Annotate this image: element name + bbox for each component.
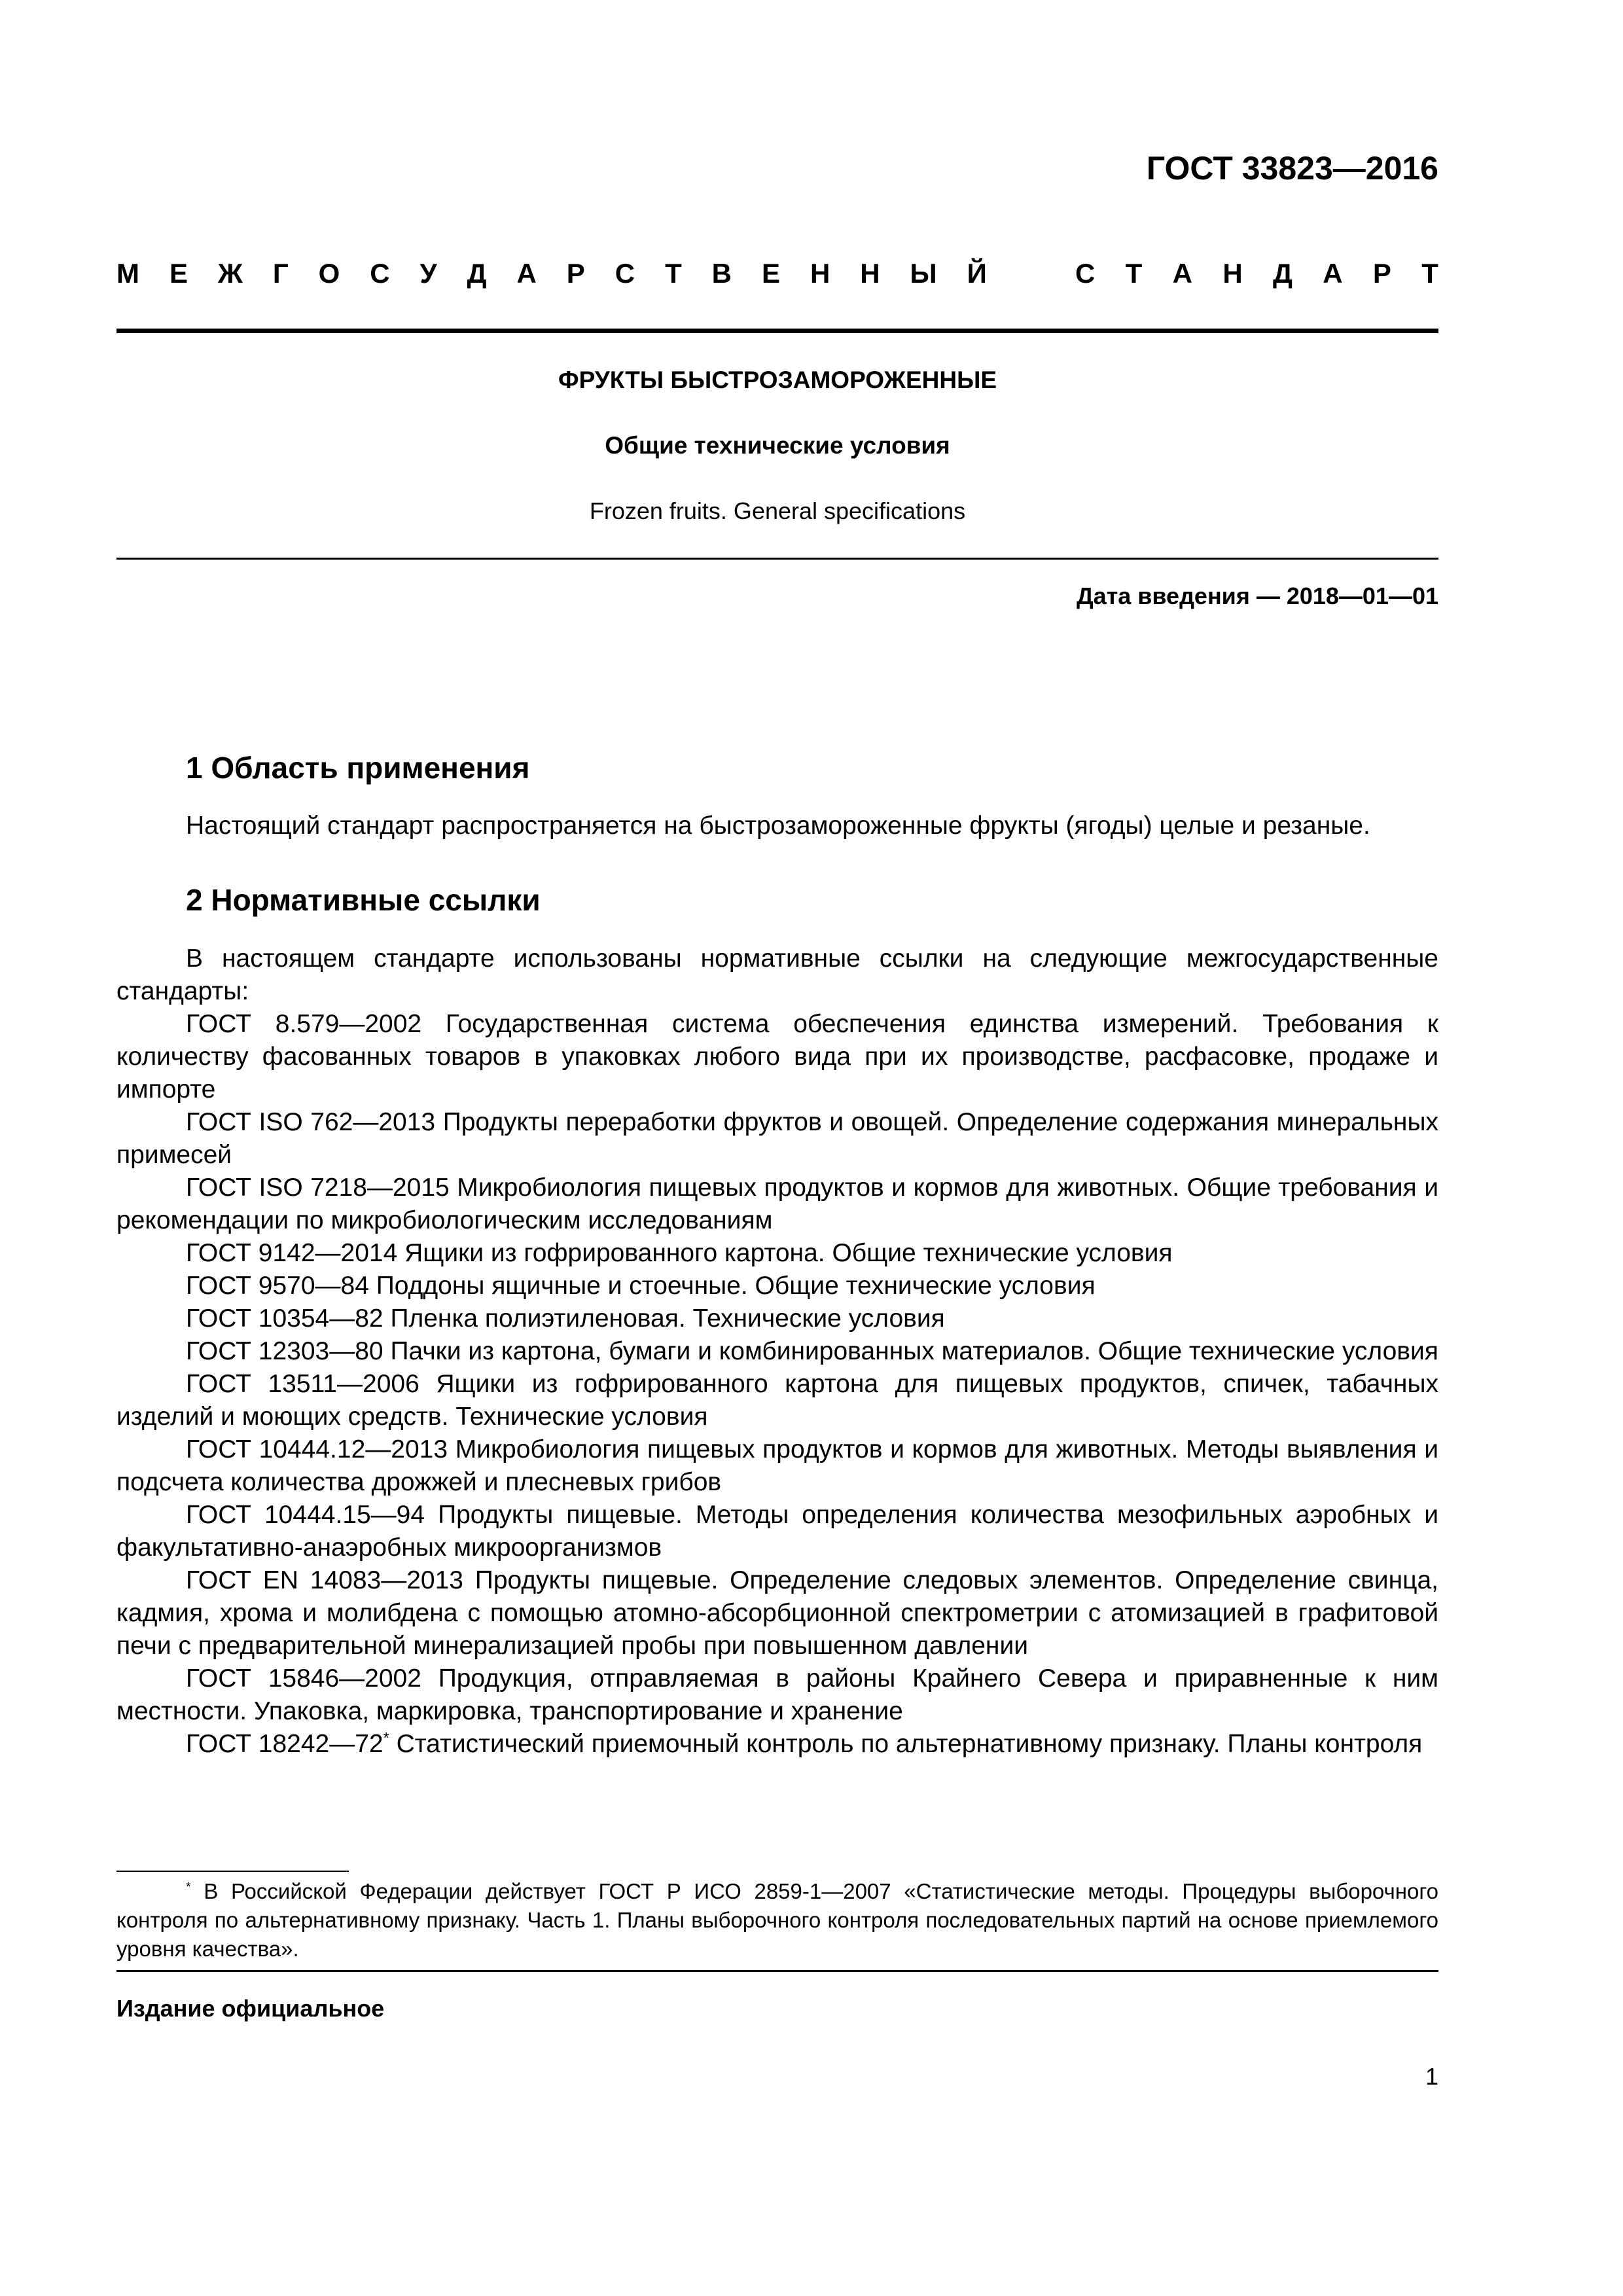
- standard-banner: [116, 258, 1438, 289]
- banner-letter: Г: [272, 258, 289, 289]
- banner-letter: С: [615, 258, 635, 289]
- banner-letter: А: [1323, 258, 1343, 289]
- banner-letter: Н: [860, 258, 880, 289]
- section-1-text: Настоящий стандарт распространяется на быстрозамороженные фрукты (ягоды) целые и резаные.: [186, 812, 1370, 840]
- edition-label: Издание официальное: [116, 1995, 385, 2022]
- banner-letter: А: [516, 258, 537, 289]
- document-subtitle: Общие технические условия: [605, 432, 950, 459]
- date-of-introduction: Дата введения — 2018—01—01: [1076, 583, 1438, 609]
- document-title: ФРУКТЫ БЫСТРОЗАМОРОЖЕННЫЕ: [558, 367, 997, 393]
- footnote-marker: *: [186, 1880, 191, 1894]
- section-2-heading: 2 Нормативные ссылки: [186, 883, 541, 917]
- reference-item: ГОСТ 10444.12—2013 Микробиология пищевых продуктов и кормов для животных. Методы выявления и подсчета количества дрожжей и плесневых грибов: [116, 1435, 1438, 1496]
- banner-letter: М: [116, 258, 139, 289]
- reference-item: ГОСТ 13511—2006 Ящики из гофрированного картона для пищевых продуктов, спичек, табачных изделий и моющих средств. Технические условия: [116, 1370, 1438, 1431]
- banner-letter: С: [370, 258, 390, 289]
- banner-letter: Ы: [910, 258, 937, 289]
- document-code: ГОСТ 33823—2016: [1146, 150, 1438, 187]
- reference-item: ГОСТ ISO 7218—2015 Микробиология пищевых продуктов и кормов для животных. Общие требования и рекомендации по микробиологическим исследованиям: [116, 1174, 1438, 1234]
- footnote-separator: [116, 1871, 349, 1872]
- reference-item: ГОСТ 9570—84 Поддоны ящичные и стоечные. Общие технические условия: [186, 1272, 1096, 1300]
- title-divider: [116, 558, 1438, 560]
- document-page: [116, 0, 1438, 2296]
- banner-word-standard: [1075, 258, 1438, 289]
- reference-code: ГОСТ 18242—72: [186, 1730, 383, 1758]
- header-divider: [116, 329, 1438, 333]
- reference-item: ГОСТ 8.579—2002 Государственная система обеспечения единства измерений. Требования к количеству фасованных товаров в упаковках любого вида при их производстве, расфасовке, продаже и импорте: [116, 1010, 1438, 1103]
- reference-item-footnoted: [116, 1728, 1438, 1761]
- reference-item: ГОСТ 15846—2002 Продукция, отправляемая в районы Крайнего Севера и приравненные к ним местности. Упаковка, маркировка, транспортирование и хранение: [116, 1664, 1438, 1725]
- banner-letter: В: [711, 258, 732, 289]
- banner-letter: Н: [1222, 258, 1243, 289]
- document-title-english: Frozen fruits. General specifications: [589, 497, 966, 524]
- section-1-heading: 1 Область применения: [186, 751, 530, 785]
- banner-letter: Й: [967, 258, 987, 289]
- banner-letter: Ж: [217, 258, 243, 289]
- banner-letter: У: [419, 258, 437, 289]
- banner-letter: Д: [1273, 258, 1293, 289]
- banner-letter: Д: [467, 258, 487, 289]
- footer-divider: [116, 1970, 1438, 1972]
- banner-letter: Р: [566, 258, 585, 289]
- footnote: [116, 1877, 1438, 1964]
- banner-letter: Е: [761, 258, 780, 289]
- section-2-body: [116, 942, 1438, 1761]
- banner-letter: Р: [1372, 258, 1391, 289]
- reference-item: ГОСТ 10444.15—94 Продукты пищевые. Методы определения количества мезофильных аэробных и факультативно-анаэробных микроорганизмов: [116, 1501, 1438, 1562]
- footnote-marker[interactable]: *: [383, 1729, 389, 1746]
- paragraph: В настоящем стандарте использованы нормативные ссылки на следующие межгосударственные стандарты:: [116, 944, 1438, 1005]
- banner-letter: О: [318, 258, 340, 289]
- footnote-text: В Российской Федерации действует ГОСТ Р ИСО 2859-1—2007 «Статистические методы. Процедуры выборочного контроля по альтернативному признаку. Часть 1. Планы выборочного контроля последовательных партий на основе приемлемого уровня качества».: [116, 1879, 1438, 1961]
- banner-letter: Т: [1125, 258, 1143, 289]
- banner-word-interstate: [116, 258, 987, 289]
- reference-item: ГОСТ 9142—2014 Ящики из гофрированного картона. Общие технические условия: [186, 1239, 1173, 1267]
- page-number: 1: [1425, 2063, 1438, 2090]
- reference-item: ГОСТ 10354—82 Пленка полиэтиленовая. Технические условия: [186, 1304, 945, 1333]
- banner-letter: Т: [665, 258, 682, 289]
- reference-title: Статистический приемочный контроль по альтернативному признаку. Планы контроля: [389, 1730, 1423, 1758]
- banner-letter: Т: [1421, 258, 1438, 289]
- reference-item: ГОСТ ISO 762—2013 Продукты переработки фруктов и овощей. Определение содержания минеральных примесей: [116, 1108, 1438, 1169]
- reference-item: ГОСТ EN 14083—2013 Продукты пищевые. Определение следовых элементов. Определение свинца, кадмия, хрома и молибдена с помощью атомно-абсорбционной спектрометрии с атомизацией в графитовой печи с предварительной минерализацией пробы при повышенном давлении: [116, 1566, 1438, 1660]
- banner-letter: Н: [810, 258, 830, 289]
- banner-letter: А: [1172, 258, 1192, 289]
- reference-item: ГОСТ 12303—80 Пачки из картона, бумаги и комбинированных материалов. Общие технические условия: [186, 1337, 1438, 1365]
- banner-letter: С: [1075, 258, 1096, 289]
- banner-letter: Е: [169, 258, 188, 289]
